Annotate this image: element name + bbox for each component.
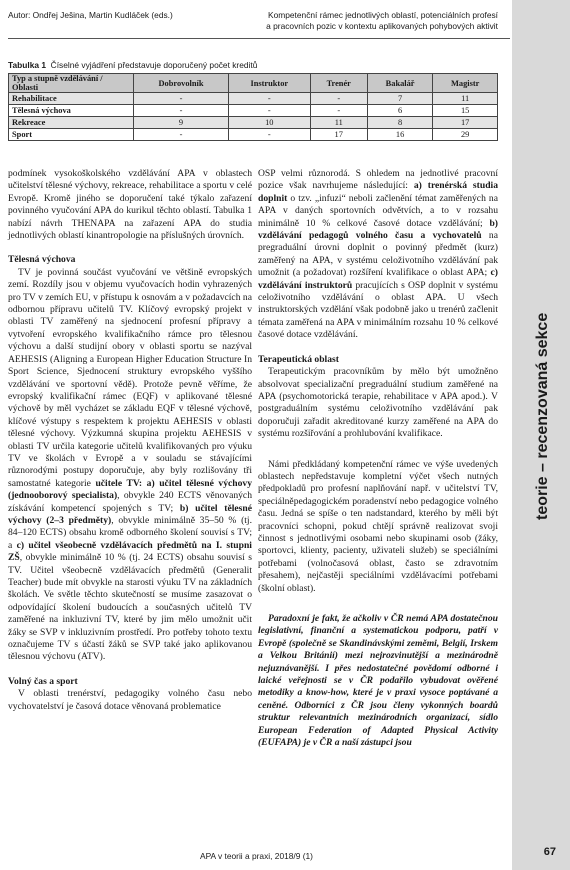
table-header-cell: Dobrovolník [134, 74, 229, 93]
credits-table [8, 73, 498, 141]
section-heading-leisure-sport: Volný čas a sport [8, 675, 78, 687]
paragraph-osp [258, 168, 498, 342]
running-header-authors: Autor: Ondřej Ješina, Martin Kudláček (eds.) [8, 10, 173, 20]
sidebar-label: teorie – recenzovaná sekce [534, 312, 551, 520]
text-run: , obvykle minimálně 10 % (tj. 24 ECTS) obsahu souvisí s TV. Učitel všeobecně vzdělávacích předmětů (Generalit Teacher) bude mít obvykle na starosti výuku TV na základních školách. Ve světle těchto skutečností se musíme zasazovat o odpovídající školení budoucích a současných učitelů TV zaměřené na inkluzivní TV, které by jim mělo umožnit učit žáky se SVP v inkluzivním prostředí. Pro potřeby tohoto textu označujeme TV s účastí žáků se SVP také jako aplikovanou tělesnou výchovu (ATV). [8, 552, 252, 663]
text-run: OSP velmi různorodá. S ohledem na jednotlivé pracovní pozice však navrhujeme následující: [258, 168, 498, 192]
left-column [8, 168, 252, 713]
table-header-cell: Trenér [310, 74, 367, 93]
table-cell: 10 [228, 117, 310, 129]
table-cell: - [228, 129, 310, 141]
paragraph-paradox: Paradoxní je fakt, že ačkoliv v ČR nemá APA dostatečnou legislativní, finanční a systematickou podporu, patří v Evropě (společně se Skandinávskými zeměmi, Belgií, Irskem a Velkou Británií) mezi nejrozvinutější a mezinárodně nejuznávanější. I přes nedostatečné povědomí odborné i laické veřejnosti se v ČR podařilo vybudovat ověřené metodiky a know-how, které je v praxi vysoce poptávané a ceněné. Odborníci z ČR jsou členy vykonných boardů struktur relevantních mezinárodních organizací, sídlo European Federation of Adapted Physical Activity (EUFAPA) je v ČR a naší zástupci jsou [258, 613, 498, 749]
table-cell: 29 [433, 129, 498, 141]
table-cell: Rekreace [9, 117, 134, 129]
paragraph-physical-education [8, 267, 252, 664]
table-cell: - [228, 93, 310, 105]
table-cell: Tělesná výchova [9, 105, 134, 117]
table-cell: - [310, 105, 367, 117]
table-caption-text: Číselné vyjádření představuje doporučený počet kreditů [50, 60, 258, 70]
table-caption [8, 60, 257, 70]
paragraph-competence-framework: Námi předkládaný kompetenční rámec ve výše uvedených oblastech nepředstavuje kompletní výčet všech nutných předpokladů pro profesní naplňování např. v učitelství TV, speciálněpedagogickém poradenství nebo pedagogice volného času. Jedná se spíše o ten nadstandard, kterého by měli být pracovníci schopni, pokud chtějí správně realizovat svoji činnost s jednotlivými osobami nebo skupinami osob (žáky, sportovci, klienty, pacienty, uživateli služeb) se speciálními potřebami (volnočasová oblast, často se zdravotním přesahem), nejčastěji speciálními vzdělávacími potřebami (školní oblast). [258, 458, 498, 594]
running-header-title-line-1: Kompetenční rámec jednotlivých oblastí, potenciálních profesí [268, 10, 498, 20]
table-cell: Sport [9, 129, 134, 141]
paragraph-therapeutic: Terapeutickým pracovníkům by mělo být umožněno absolvovat specializační pregraduální studium zaměřené na APA (psychomotorická terapie, rehabilitace v APA apod.). V postgraduálním systému celoživotního vzdělávání pak doporučuji zařadit akreditované kurzy zaměřené na APA do systému rozšiřování a prohlubování kvalifikace. [258, 366, 498, 440]
table-header-cell: Typ a stupně vzdělávání / Oblasti [9, 74, 134, 93]
table-row [9, 105, 498, 117]
table-cell: 17 [433, 117, 498, 129]
section-sidebar [512, 0, 570, 870]
table-row [9, 93, 498, 105]
table-header-cell: Instruktor [228, 74, 310, 93]
table-cell: 15 [433, 105, 498, 117]
running-header-title [266, 10, 498, 32]
table-cell: - [134, 105, 229, 117]
table-cell: 8 [367, 117, 432, 129]
text-run: na pregraduální úrovni doplnit o povinný předmět (kurz) zaměřený na APA, v systému celoživotního vzdělávání pak umožnit (a požadovat) rozšíření kvalifikace o oblast APA; [258, 230, 498, 279]
table-header-cell: Magistr [433, 74, 498, 93]
table-row [9, 117, 498, 129]
running-header-title-line-2: a pracovních pozic v kontextu aplikovaných pohybových aktivit [266, 21, 498, 31]
text-run-bold: c) učitel všeobecně vzdělávacích předmětů na I. stupni ZŠ [8, 539, 252, 564]
text-run: o tzv. „infuzi“ neboli začlenění témat zaměřených na APA v daných sportovních odvětvích, a to v rozsahu minimálně 10 % celkové časové dotace vzdělávání; [258, 192, 498, 229]
text-run-bold: b) vzdělávání pedagogů volného času a vychovatelů [258, 217, 498, 242]
table-header-row [9, 74, 498, 93]
text-run-bold: a) trenérská studia doplnit [258, 180, 498, 204]
table-cell: 9 [134, 117, 229, 129]
paragraph-leisure-sport: V oblasti trenérství, pedagogiky volného času nebo vychovatelství je časová dotace věnovaná problematice [8, 688, 252, 712]
table-cell: 6 [367, 105, 432, 117]
text-run: TV je povinná součást vyučování ve většině evropských zemí. Rozdíly jsou v objemu vyučovacích hodin vyhrazených pro TV v zemích EU, v přístupu k osnovám a v požadavcích na odbornou přípravu učitelů TV. Klíčový evropský projekt v oblasti TV zaměřený na sjednocení profesní přípravy a vytvoření evropského kvalifikačního rámce pro tělesnou výchovu a další studijní obory v oblasti sportu se nazýval AEHESIS (Aligning a European Higher Education Structure In Sport Science, Sjednocení struktury evropského vyššího vzdělávání ve sportovní vědě). Protože pevně věříme, že evropský kvalifikační rámec (EQF) v aplikované tělesné výchově by měl vycházet se základu EQF v tělesné výchově, klíčové výstupy s respektem k projektu AEHESIS v oblasti tělesné výchovy. Výzkumná skupina projektu AEHESIS v oblasti TV určila kategorie učitelů kvalifikovaných pro výuku TV ve školách v Evropě a v souladu se stávajícími různorodými postupy doporučuje, aby byly rozlišovány tři samostatné kategorie [8, 266, 252, 489]
table-header-cell: Bakalář [367, 74, 432, 93]
text-run: , obvykle 240 ECTS věnovaných získávání kompetencí spojených s TV; [8, 490, 252, 514]
table-cell: - [134, 129, 229, 141]
table-row [9, 129, 498, 141]
table-cell: 11 [433, 93, 498, 105]
table-cell: 11 [310, 117, 367, 129]
text-run-bold: b) učitel tělesné výchovy (2–3 předměty) [8, 502, 252, 526]
table-cell: - [134, 93, 229, 105]
table-cell: 16 [367, 129, 432, 141]
text-run-bold: učitele TV: a) učitel tělesné výchovy (jednooborový specialista) [8, 477, 253, 502]
table-caption-label: Tabulka 1 [8, 60, 47, 70]
table-cell: 7 [367, 93, 432, 105]
paragraph-intro: podmínek vysokoškolského vzdělávání APA v oblastech učitelství tělesné výchovy, rekreace, rehabilitace a sportu v celé Evropě. Kromě jiného se doporučení také týkalo zařazení povinného vyučování APA do kurikul těchto oblastí. Tabulka 1 nabízí návrh THENAPA na zařazení APA do studia jednotlivých oblastí kinantropologie na příslušných úrovních. [8, 168, 252, 242]
table-cell: 17 [310, 129, 367, 141]
right-column [258, 168, 498, 749]
page-number: 67 [543, 846, 556, 858]
text-run-bold: c) vzdělávání instruktorů [258, 267, 498, 291]
table-cell: - [228, 105, 310, 117]
text-run: pracujících s OSP doplnit v systému celoživotního vzdělávání o oblast APA. U všech instruktorských vzdělání však podobně jako u trenérů začlenit témata zaměřená na APA v minimálním rozsahu 10 % celkové časové dotace vzdělávání. [258, 279, 498, 341]
table-cell: - [310, 93, 367, 105]
section-heading-therapeutic: Terapeutická oblast [258, 353, 339, 365]
section-heading-physical-education: Tělesná výchova [8, 254, 76, 266]
table-cell: Rehabilitace [9, 93, 134, 105]
text-run: , obvykle minimálně 35–50 % (tj. 84–120 ECTS) obsahu kromě odborného školení souvisí s TV; a [8, 514, 252, 551]
footer-journal: APA v teorii a praxi, 2018/9 (1) [200, 851, 313, 861]
header-divider [8, 38, 510, 39]
